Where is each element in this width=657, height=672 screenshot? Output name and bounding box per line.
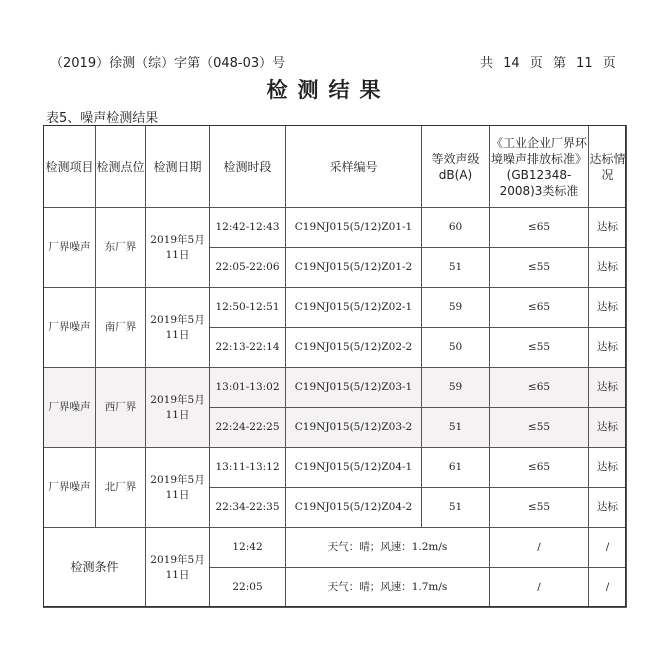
location-cell: 南厂界 — [96, 288, 146, 368]
sample-cell: C19NJ015(5/12)Z02-1 — [286, 288, 422, 328]
result-cell: 达标 — [589, 288, 627, 328]
col-header-sample: 采样编号 — [286, 126, 422, 208]
conditions-weather: 天气：晴；风速：1.7m/s — [286, 568, 490, 608]
period-cell: 22:13-22:14 — [210, 328, 286, 368]
period-cell: 13:01-13:02 — [210, 368, 286, 408]
item-cell: 厂界噪声 — [44, 208, 96, 288]
standard-cell: ≤55 — [490, 328, 589, 368]
conditions-label: 检测条件 — [44, 528, 146, 608]
sample-cell: C19NJ015(5/12)Z03-2 — [286, 408, 422, 448]
col-header-result: 达标情况 — [589, 126, 627, 208]
conditions-result: / — [589, 528, 627, 568]
result-cell: 达标 — [589, 408, 627, 448]
sample-cell: C19NJ015(5/12)Z01-1 — [286, 208, 422, 248]
standard-cell: ≤65 — [490, 288, 589, 328]
standard-cell: ≤65 — [490, 368, 589, 408]
result-cell: 达标 — [589, 368, 627, 408]
col-header-standard: 《工业企业厂界环境噪声排放标准》(GB12348-2008)3类标准 — [490, 126, 589, 208]
level-cell: 61 — [422, 448, 490, 488]
standard-cell: ≤65 — [490, 448, 589, 488]
result-cell: 达标 — [589, 248, 627, 288]
date-cell: 2019年5月11日 — [146, 208, 210, 288]
page-title: 检测结果 — [266, 78, 391, 102]
standard-cell: ≤65 — [490, 208, 589, 248]
sample-cell: C19NJ015(5/12)Z04-2 — [286, 488, 422, 528]
level-cell: 60 — [422, 208, 490, 248]
sample-cell: C19NJ015(5/12)Z03-1 — [286, 368, 422, 408]
conditions-date: 2019年5月11日 — [146, 528, 210, 608]
level-cell: 51 — [422, 248, 490, 288]
conditions-result: / — [589, 568, 627, 608]
standard-cell: ≤55 — [490, 248, 589, 288]
sample-cell: C19NJ015(5/12)Z04-1 — [286, 448, 422, 488]
conditions-standard: / — [490, 528, 589, 568]
result-cell: 达标 — [589, 488, 627, 528]
period-cell: 22:34-22:35 — [210, 488, 286, 528]
result-cell: 达标 — [589, 328, 627, 368]
conditions-standard: / — [490, 568, 589, 608]
location-cell: 北厂界 — [96, 448, 146, 528]
col-header-location: 检测点位 — [96, 126, 146, 208]
period-cell: 22:05-22:06 — [210, 248, 286, 288]
col-header-level: 等效声级dB(A) — [422, 126, 490, 208]
sample-cell: C19NJ015(5/12)Z02-2 — [286, 328, 422, 368]
item-cell: 厂界噪声 — [44, 368, 96, 448]
item-cell: 厂界噪声 — [44, 448, 96, 528]
conditions-weather: 天气：晴；风速：1.2m/s — [286, 528, 490, 568]
col-header-period: 检测时段 — [210, 126, 286, 208]
date-cell: 2019年5月11日 — [146, 368, 210, 448]
table-caption: 表5、噪声检测结果 — [46, 111, 159, 126]
page-info: 共 14 页 第 11 页 — [480, 56, 616, 71]
level-cell: 50 — [422, 328, 490, 368]
level-cell: 59 — [422, 368, 490, 408]
period-cell: 22:24-22:25 — [210, 408, 286, 448]
report-number: （2019）徐测（综）字第（048-03）号 — [50, 56, 286, 71]
conditions-time: 12:42 — [210, 528, 286, 568]
date-cell: 2019年5月11日 — [146, 448, 210, 528]
location-cell: 东厂界 — [96, 208, 146, 288]
level-cell: 59 — [422, 288, 490, 328]
date-cell: 2019年5月11日 — [146, 288, 210, 368]
sample-cell: C19NJ015(5/12)Z01-2 — [286, 248, 422, 288]
table-frame — [43, 125, 626, 607]
period-cell: 12:50-12:51 — [210, 288, 286, 328]
standard-cell: ≤55 — [490, 408, 589, 448]
period-cell: 13:11-13:12 — [210, 448, 286, 488]
col-header-date: 检测日期 — [146, 126, 210, 208]
result-cell: 达标 — [589, 208, 627, 248]
col-header-item: 检测项目 — [44, 126, 96, 208]
result-cell: 达标 — [589, 448, 627, 488]
conditions-time: 22:05 — [210, 568, 286, 608]
location-cell: 西厂界 — [96, 368, 146, 448]
item-cell: 厂界噪声 — [44, 288, 96, 368]
period-cell: 12:42-12:43 — [210, 208, 286, 248]
standard-cell: ≤55 — [490, 488, 589, 528]
level-cell: 51 — [422, 488, 490, 528]
level-cell: 51 — [422, 408, 490, 448]
